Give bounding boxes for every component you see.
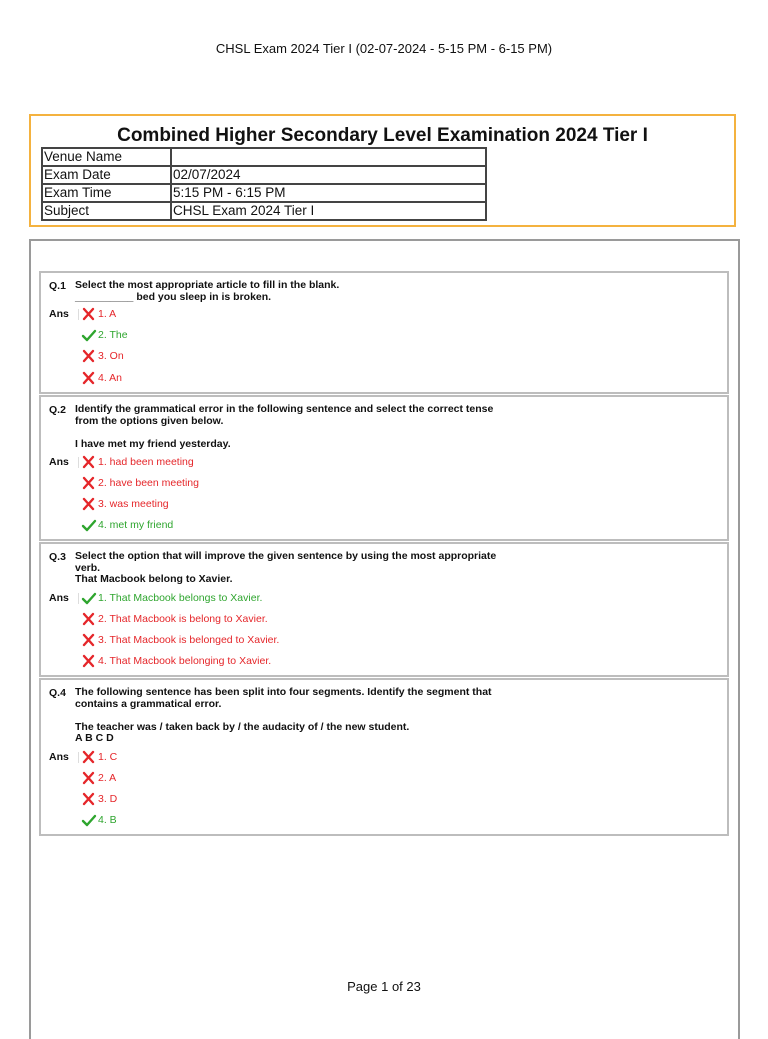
- separator: [78, 752, 79, 763]
- question-line: That Macbook belong to Xavier.: [75, 573, 233, 585]
- option-2[interactable]: [81, 476, 199, 490]
- question-line: The following sentence has been split into four segments. Identify the segment that: [75, 686, 492, 698]
- question-line: [75, 427, 545, 439]
- answer-label: Ans: [49, 308, 69, 320]
- separator: [78, 309, 79, 320]
- cross-icon: [81, 307, 97, 321]
- question-text: [75, 280, 515, 303]
- check-icon: [81, 591, 97, 605]
- question-number: Q.1: [49, 280, 66, 292]
- question-text: [75, 551, 545, 586]
- option-2[interactable]: [81, 612, 268, 626]
- question-line: [75, 710, 545, 722]
- question-line: contains a grammatical error.: [75, 697, 222, 710]
- cross-icon: [81, 792, 97, 806]
- option-1[interactable]: [81, 307, 116, 321]
- cross-icon: [81, 497, 97, 511]
- page-header-title: CHSL Exam 2024 Tier I (02-07-2024 - 5-15 PM - 6-15 PM): [215, 41, 553, 56]
- question-card: [39, 395, 729, 541]
- question-number: Q.2: [49, 404, 66, 416]
- exam-info-box: [29, 114, 736, 227]
- option-text: 4. An: [98, 372, 122, 384]
- separator: [78, 457, 79, 468]
- question-line: Select the most appropriate article to fill in the blank.: [75, 279, 340, 291]
- option-3[interactable]: [81, 349, 124, 363]
- info-key: Venue Name: [42, 148, 171, 166]
- option-text: 2. That Macbook is belong to Xavier.: [98, 613, 268, 625]
- question-line: __________ bed you sleep in is broken.: [75, 290, 272, 303]
- info-row-time: [42, 184, 486, 202]
- option-text: 4. That Macbook belonging to Xavier.: [98, 655, 272, 667]
- cross-icon: [81, 371, 97, 385]
- option-1[interactable]: [81, 591, 262, 605]
- info-value: 5:15 PM - 6:15 PM: [171, 184, 486, 202]
- cross-icon: [81, 633, 97, 647]
- answer-label: Ans: [49, 751, 69, 763]
- question-card: [39, 542, 729, 677]
- option-text: 3. was meeting: [98, 498, 169, 510]
- option-3[interactable]: [81, 792, 117, 806]
- question-card: [39, 678, 729, 836]
- cross-icon: [81, 455, 97, 469]
- question-text: [75, 687, 545, 745]
- question-line: from the options given below.: [75, 414, 224, 427]
- cross-icon: [81, 654, 97, 668]
- option-2[interactable]: [81, 328, 128, 342]
- info-key: Exam Date: [42, 166, 171, 184]
- cross-icon: [81, 612, 97, 626]
- option-text: 1. A: [98, 308, 117, 320]
- question-line: Select the option that will improve the given sentence by using the most appropriate: [75, 550, 497, 562]
- info-key: Exam Time: [42, 184, 171, 202]
- question-card: [39, 271, 729, 394]
- question-line: The teacher was / taken back by / the audacity of / the new student.: [75, 720, 410, 733]
- option-text: 4. B: [98, 814, 117, 826]
- info-value: 02/07/2024: [171, 166, 486, 184]
- separator: [78, 593, 79, 604]
- cross-icon: [81, 750, 97, 764]
- question-line: A B C D: [75, 732, 114, 744]
- option-1[interactable]: [81, 455, 194, 469]
- question-line: verb.: [75, 561, 101, 574]
- option-text: 1. C: [98, 751, 118, 763]
- option-1[interactable]: [81, 750, 117, 764]
- cross-icon: [81, 349, 97, 363]
- option-4[interactable]: [81, 371, 122, 385]
- info-row-venue: [42, 148, 486, 166]
- question-text: [75, 404, 545, 450]
- option-text: 1. had been meeting: [98, 456, 194, 468]
- option-text: 3. That Macbook is belonged to Xavier.: [98, 634, 280, 646]
- cross-icon: [81, 476, 97, 490]
- check-icon: [81, 518, 97, 532]
- option-2[interactable]: [81, 771, 116, 785]
- option-text: 2. The: [98, 329, 128, 341]
- info-row-subject: [42, 202, 486, 220]
- info-value: CHSL Exam 2024 Tier I: [171, 202, 486, 220]
- option-text: 1. That Macbook belongs to Xavier.: [98, 592, 263, 604]
- info-row-date: [42, 166, 486, 184]
- option-4[interactable]: [81, 518, 173, 532]
- question-line: Identify the grammatical error in the following sentence and select the correct tense: [75, 403, 494, 415]
- question-line: I have met my friend yesterday.: [75, 437, 231, 450]
- question-number: Q.3: [49, 551, 66, 563]
- option-4[interactable]: [81, 813, 117, 827]
- answer-label: Ans: [49, 456, 69, 468]
- option-3[interactable]: [81, 497, 169, 511]
- option-3[interactable]: [81, 633, 279, 647]
- check-icon: [81, 328, 97, 342]
- info-value: [171, 148, 486, 166]
- option-text: 4. met my friend: [98, 519, 174, 531]
- option-text: 2. have been meeting: [98, 477, 199, 489]
- option-text: 3. On: [98, 350, 124, 362]
- check-icon: [81, 813, 97, 827]
- exam-info-table: [41, 147, 487, 221]
- exam-title: Combined Higher Secondary Level Examination 2024 Tier I: [117, 125, 648, 146]
- answer-label: Ans: [49, 592, 69, 604]
- info-key: Subject: [42, 202, 171, 220]
- question-number: Q.4: [49, 687, 66, 699]
- option-4[interactable]: [81, 654, 271, 668]
- page-number: Page 1 of 23: [347, 979, 421, 994]
- option-text: 2. A: [98, 772, 117, 784]
- option-text: 3. D: [98, 793, 118, 805]
- cross-icon: [81, 771, 97, 785]
